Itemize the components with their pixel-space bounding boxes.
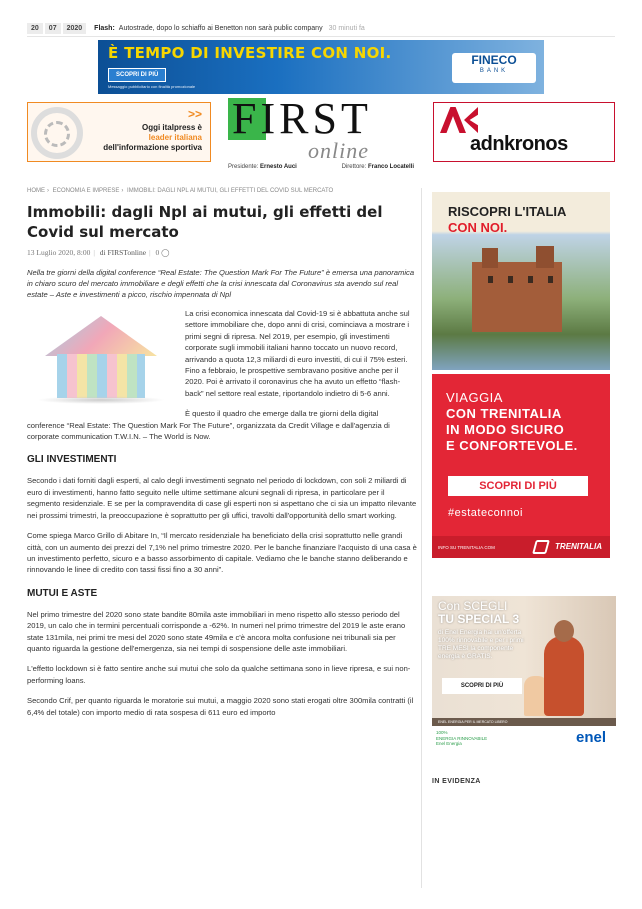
enel-ad[interactable]: Con SCEGLI TU SPECIAL 3 di Enel Energia hai un'offerta 100% rinnovabile e per i primi TRE MESI la componente energia è GRATIS. SCOPRI DI PIÙ ENEL ENERGIA PER IL MERCATO LIBERO 100% ENERGIA RINNOVABILE Enel Energia enel (432, 596, 616, 752)
article-title: Immobili: dagli Npl ai mutui, gli effetti del Covid sul mercato (27, 203, 383, 241)
article-paragraph-7: Secondo Crif, per quanto riguarda le moratorie sui mutui, a maggio 2020 sono stati erogati oltre 300mila contratti (il 6,4% del totale) con importo medio di rata sospesa di 611 euro ed importo (27, 696, 414, 717)
flash-bar (27, 20, 615, 37)
castle-image (472, 262, 562, 332)
euro-house-image (27, 310, 175, 406)
italpress-line3: dell'informazione sportiva (103, 143, 202, 152)
tren-line1: VIAGGIA (446, 390, 503, 405)
adnkronos-logo-icon (440, 107, 466, 133)
article-date: 13 Luglio 2020, 8:00 (27, 248, 91, 257)
tren-hashtag: #estateconnoi (448, 507, 523, 519)
fineco-cta-button[interactable]: SCOPRI DI PIÙ (108, 68, 166, 82)
tren-brand: TRENITALIA (555, 542, 602, 551)
site-logo[interactable] (228, 94, 414, 172)
enel-cta-button[interactable]: SCOPRI DI PIÙ (442, 678, 522, 694)
article-paragraph-3: Secondo i dati forniti dagli esperti, al calo degli investimenti segnato nel periodo di lockdown, con soli 2 miliardi di euro di investimenti, hanno fatto seguito nelle ultime settimane alcuni segnali di ripresa, in particolare per il segmento residenziale. E se per la compravendita di case gli esperti non si aspettano che ci sia un impatto rilevante nei prossimi trimestri, la preoccupazione è soprattutto per gli uffici, travolti dall'opportunità dello smart working. (27, 476, 417, 520)
adnkronos-name: adnkronos (470, 133, 568, 155)
article-paragraph-1: La crisi economica innescata dal Covid-19 si è abbattuta anche sul settore immobiliare che, dopo anni di crisi, cominciava a mostrare i primi segni di ripresa. Nel 2019, per esempio, gli investimenti corporate sugli immobili italiani hanno toccato un nuovo record, arrivando a quota 12,3 miliardi di euro investiti, di cui il 75% esteri. Fino a febbraio, le prospettive sembravano positive anche per il 2020. Poi è arrivato il coronavirus che ha avuto un effetto “flash-back” nel settore real estate, riportandolo indietro di 5-6 anni. (185, 309, 410, 398)
man-image (544, 636, 584, 716)
article (27, 188, 417, 727)
flash-time: 30 minuti fa (328, 24, 365, 32)
breadcrumb-current: IMMOBILI: DAGLI NPL AI MUTUI, GLI EFFETTI DEL COVID SUL MERCATO (127, 188, 334, 194)
italia-line2: CON NOI. (448, 220, 508, 235)
tren-line2: CON TRENITALIA (446, 406, 562, 421)
tren-line3: IN MODO SICURO (446, 422, 565, 437)
logo-first-text: FIRST (232, 94, 372, 143)
riscopri-italia-ad[interactable] (432, 192, 610, 370)
section-heading-investimenti: GLI INVESTIMENTI (27, 454, 117, 466)
article-paragraph-2: È questo il quadro che emerge dalla tre giorni della digital conference “Real Estate: The Question Mark For The Future”, organizzata da Credit Village e dall'agenzia di corporate communication T.W.I.N. – The World is Now. (27, 409, 390, 442)
enel-green-label: 100% ENERGIA RINNOVABILE Enel Energia (436, 730, 488, 746)
editors-line: Presidente: Ernesto Auci Direttore: Franco Locatelli (228, 164, 414, 170)
article-paragraph-4: Come spiega Marco Grillo di Abitare In, “Il mercato residenziale ha beneficiato della crisi soprattutto nelle grandi città, con un aumento dei prezzi del 7,1% nel primo trimestre 2020. Per le banche finanziare l'acquisto di una casa è un investimento perfetto, sicuro e a basso assorbimento di capitale. Vediamo che le banche stanno deliberando e rinnovando le linee di credito con tassi fissi fino a 30 anni”. (27, 531, 417, 575)
italpress-line2: leader italiana (148, 133, 202, 142)
tren-info: INFO SU TRENITALIA.COM (438, 545, 495, 550)
breadcrumb: HOME › ECONOMIA E IMPRESE › IMMOBILI: DAGLI NPL AI MUTUI, GLI EFFETTI DEL COVID SUL MERCATO (27, 188, 334, 194)
article-paragraph-6: L'effetto lockdown si è fatto sentire anche sui mutui che solo da qualche settimana sono in lieve ripresa, e sui non-performing loans. (27, 664, 411, 685)
section-heading-mutui: MUTUI E ASTE (27, 587, 98, 599)
date-year: 2020 (63, 23, 87, 34)
double-arrow-icon: >> (187, 107, 202, 121)
trenitalia-ad[interactable] (432, 374, 610, 558)
italpress-banner-ad[interactable] (27, 102, 211, 162)
article-paragraph-5: Nel primo trimestre del 2020 sono state bandite 80mila aste immobiliari in meno rispetto allo stesso periodo del 2019, un calo che in termini percentuali corrisponde a -62%. In numeri nel primo trimestre del 2019 le aste erano state 131mila, nei primi tre mesi del 2020 sono state 49mila e c'è ancora molta confusione nei tribunali sia per quanto riguarda la gestione dell'emergenza, sia nei tempi di sospensione delle aste immobiliari. (27, 609, 406, 653)
in-evidenza-heading: IN EVIDENZA (432, 778, 481, 785)
tren-line4: E CONFORTEVOLE. (446, 438, 578, 453)
fs-logo-icon (532, 540, 550, 554)
comments-link[interactable]: 0 ◯ (155, 248, 170, 257)
fineco-headline: È TEMPO DI INVESTIRE CON NOI. (108, 44, 392, 62)
fineco-logo: FINECO BANK (452, 53, 536, 83)
breadcrumb-section[interactable]: ECONOMIA E IMPRESE (52, 188, 120, 194)
date-day: 20 (27, 23, 43, 34)
fineco-disclaimer: Messaggio pubblicitario con finalità promozionale (108, 84, 196, 89)
comment-bubble-icon: ◯ (161, 248, 170, 257)
flash-label: Flash: (94, 24, 115, 32)
adnkronos-banner-ad[interactable] (433, 102, 615, 162)
italpress-line1: Oggi italpress è (141, 123, 202, 132)
column-divider (421, 188, 422, 888)
tren-cta-button[interactable]: SCOPRI DI PIÙ (448, 476, 588, 496)
logo-online-text: online (308, 138, 369, 163)
article-meta: 13 Luglio 2020, 8:00 | di FIRSTonline | 0 ◯ (27, 248, 170, 257)
article-lead: Nella tre giorni della digital conference “Real Estate: The Question Mark For The Future” è emersa una panoramica in chiaro scuro del mercato immobiliare e degli effetti che la crisi innescata dal Coronavirus sta avendo sul real estate – Aste e investimenti a picco, rischio impennata di Npl (27, 268, 415, 299)
fineco-banner-ad[interactable] (98, 40, 544, 94)
flash-news-link[interactable]: Autostrade, dopo lo schiaffo ai Benetton non sarà public company (118, 24, 323, 32)
date-month: 07 (45, 23, 61, 34)
enel-line2: TU SPECIAL 3 (438, 612, 520, 626)
enel-logo: enel (575, 729, 606, 746)
italia-line1: RISCOPRI L'ITALIA (448, 204, 567, 219)
breadcrumb-home[interactable]: HOME (27, 188, 45, 194)
article-author[interactable]: di FIRSTonline (99, 248, 147, 257)
